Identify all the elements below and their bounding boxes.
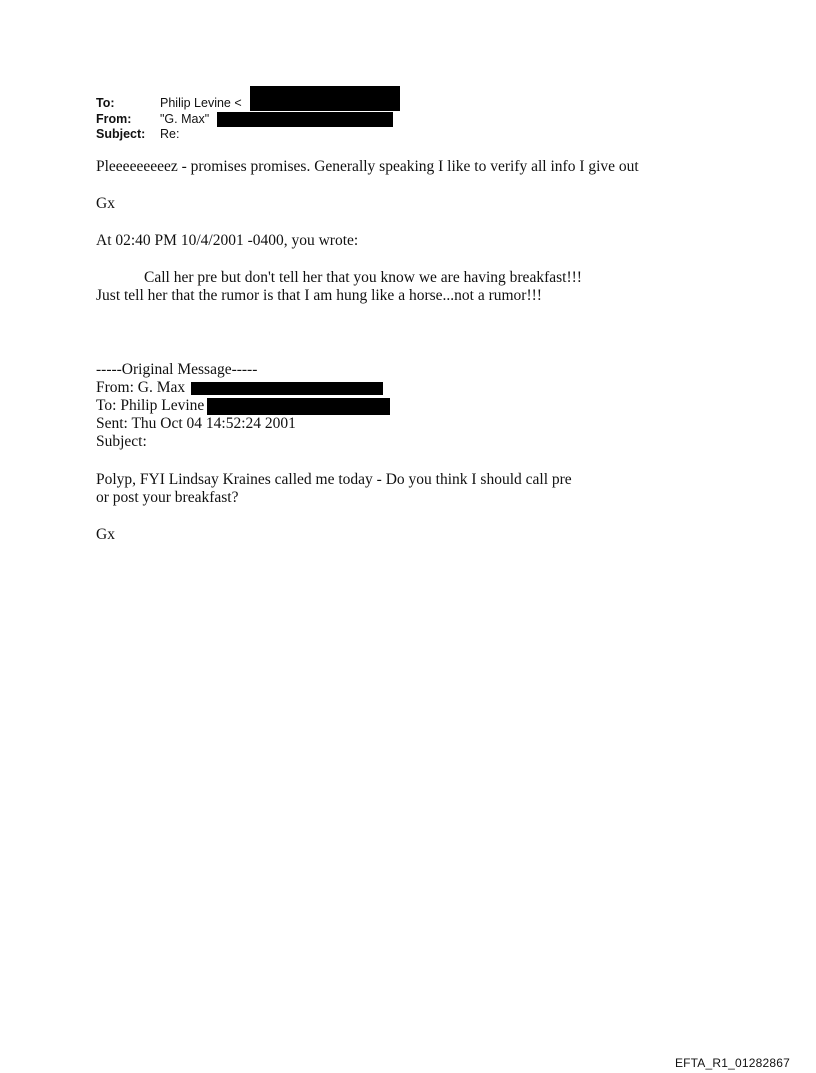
to-value: Philip Levine < <box>160 96 242 110</box>
signature: Gx <box>96 195 115 212</box>
from-label: From: <box>96 111 132 126</box>
original-subject: Subject: <box>96 433 147 450</box>
original-body-line: Polyp, FYI Lindsay Kraines called me today - Do you think I should call pre <box>96 471 572 488</box>
header-to-row <box>96 96 242 112</box>
header-subject-row <box>96 127 242 143</box>
original-divider: -----Original Message----- <box>96 361 258 378</box>
quoted-line: Call her pre but don't tell her that you know we are having breakfast!!! <box>144 269 582 286</box>
original-from-row <box>96 379 390 397</box>
redaction-block <box>191 382 383 395</box>
redaction-block <box>250 86 400 111</box>
from-value: "G. Max" <box>160 111 210 126</box>
redaction-block <box>217 112 393 127</box>
to-label: To: <box>96 96 115 110</box>
original-signature: Gx <box>96 526 115 543</box>
header-from-row <box>96 112 242 128</box>
original-to-row <box>96 397 390 415</box>
document-id: EFTA_R1_01282867 <box>674 1056 790 1070</box>
original-sent: Sent: Thu Oct 04 14:52:24 2001 <box>96 415 296 432</box>
redaction-block <box>207 398 390 415</box>
reply-line: Pleeeeeeeeez - promises promises. Generally speaking I like to verify all info I give out <box>96 158 639 175</box>
original-to: To: Philip Levine <box>96 397 205 414</box>
original-from: From: G. Max <box>96 379 186 396</box>
email-header <box>96 96 242 143</box>
quoted-line: Just tell her that the rumor is that I am hung like a horse...not a rumor!!! <box>96 287 542 304</box>
original-body <box>96 471 572 507</box>
subject-label: Subject: <box>96 127 146 141</box>
original-message <box>96 361 390 451</box>
original-body-line: or post your breakfast? <box>96 489 239 506</box>
subject-value: Re: <box>160 127 180 141</box>
attribution-line: At 02:40 PM 10/4/2001 -0400, you wrote: <box>96 232 359 249</box>
